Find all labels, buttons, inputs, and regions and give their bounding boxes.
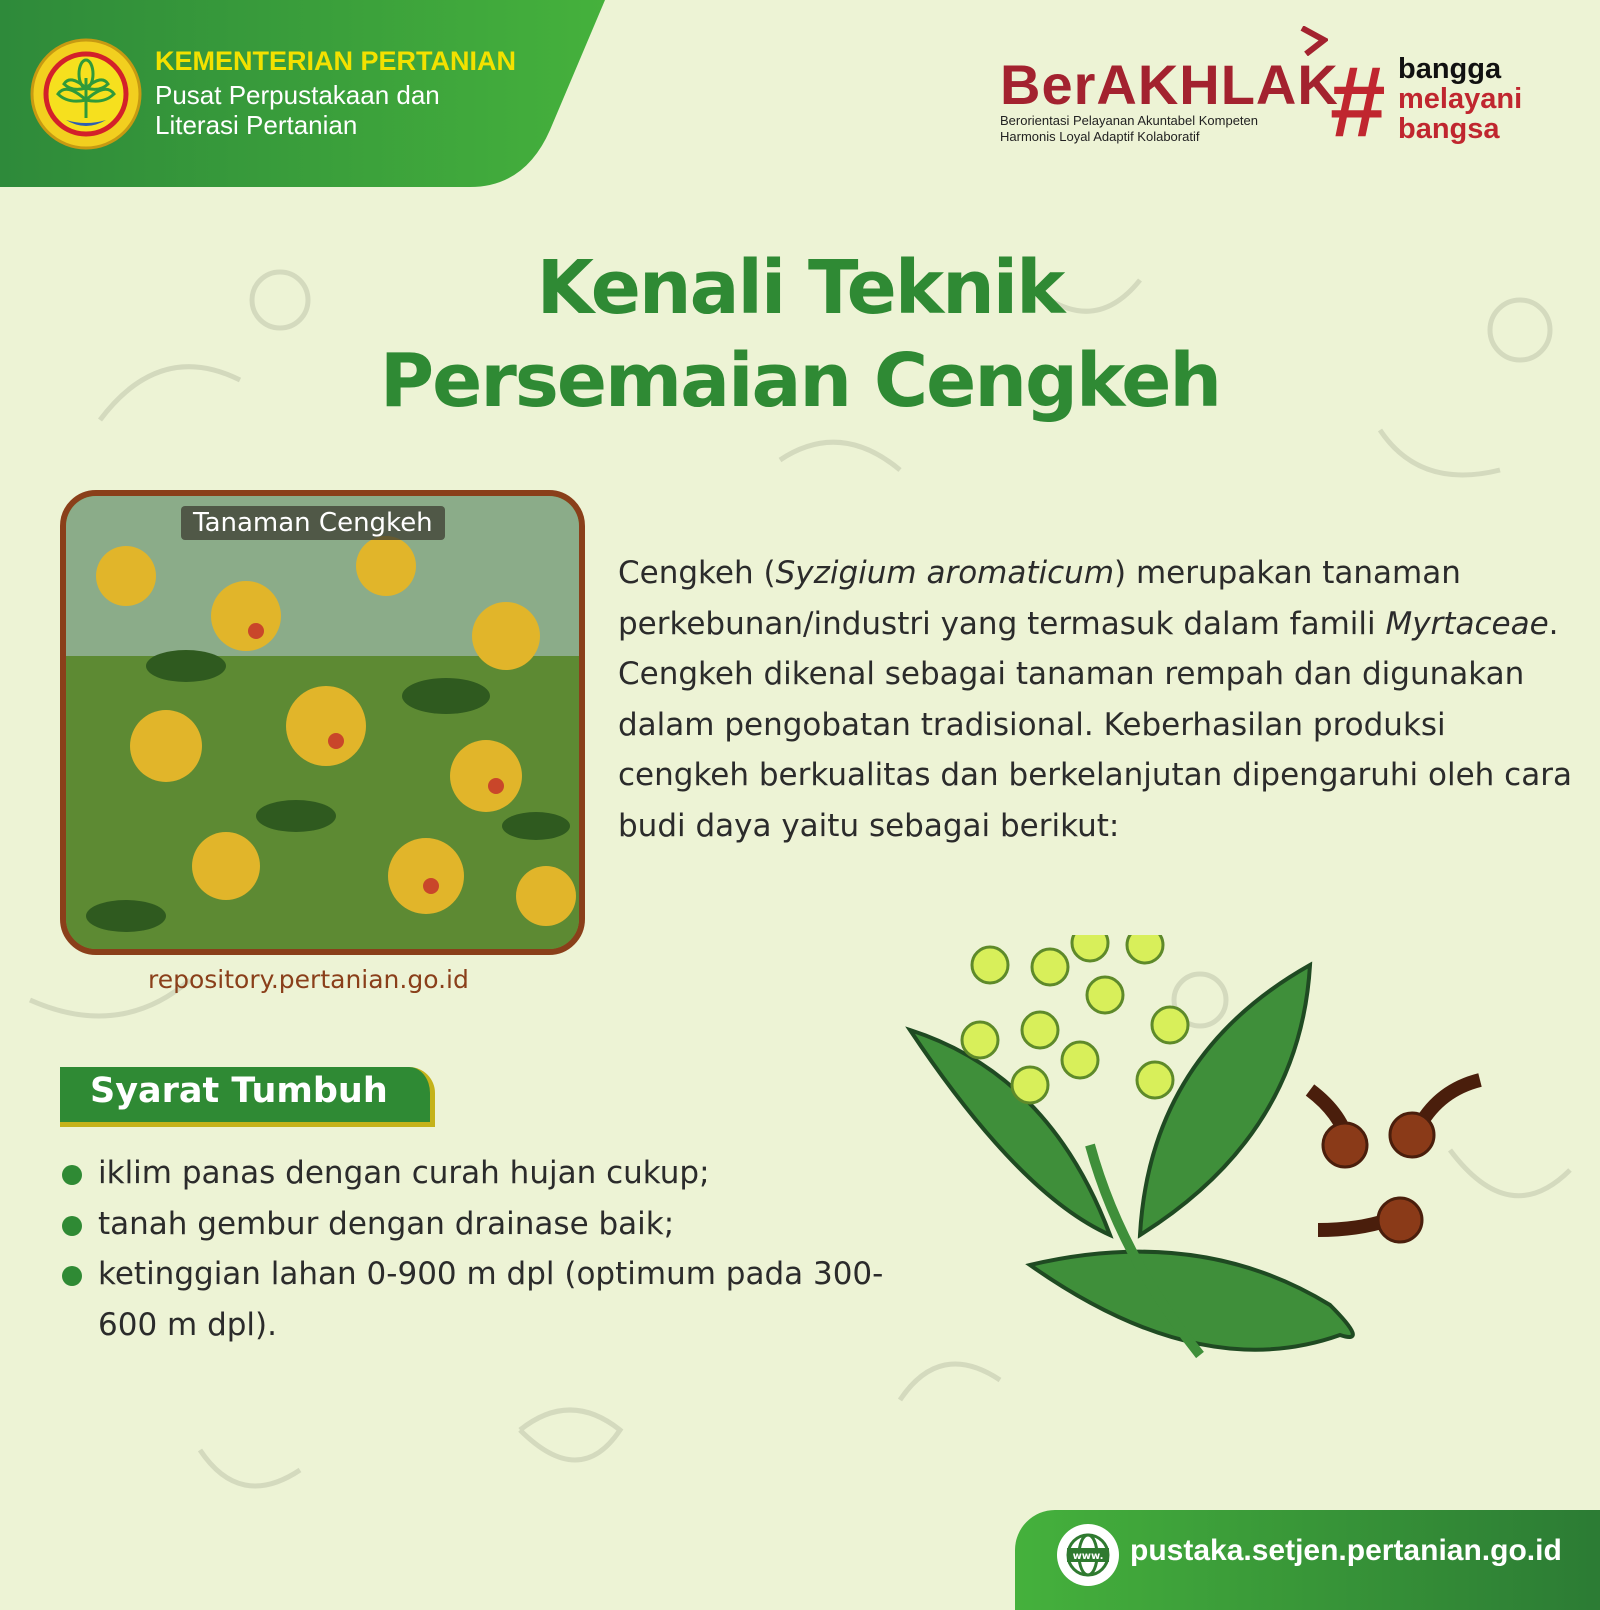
syarat-tumbuh-heading: Syarat Tumbuh — [60, 1067, 435, 1127]
photo-label: Tanaman Cengkeh — [181, 506, 445, 540]
berakhlak-logo: BerAKHLAK — [1000, 53, 1339, 116]
title-line-1: Kenali Teknik — [536, 245, 1064, 331]
bullet-icon — [62, 1165, 82, 1185]
svg-text:www.: www. — [1072, 1551, 1104, 1562]
hashtag-symbol: # — [1330, 46, 1386, 158]
bangga-line-1: bangga — [1398, 53, 1502, 85]
unit-name — [155, 80, 555, 140]
tagline-line-1: Berorientasi Pelayanan Akuntabel Kompeten — [1000, 113, 1259, 128]
bullet-icon — [62, 1216, 82, 1236]
list-item-text: tanah gembur dengan drainase baik; — [98, 1205, 675, 1242]
unit-line-1: Pusat Perpustakaan dan — [155, 80, 440, 110]
desc-text-1: Cengkeh ( — [618, 555, 776, 591]
list-item-text: iklim panas dengan curah hujan cukup; — [98, 1155, 710, 1191]
list-item — [60, 1199, 900, 1250]
list-item — [60, 1249, 900, 1350]
ministry-name: KEMENTERIAN PERTANIAN — [155, 46, 517, 76]
www-globe-icon — [1057, 1524, 1119, 1586]
photo-credit: repository.pertanian.go.id — [148, 965, 469, 994]
clove-plant-photo — [60, 490, 585, 955]
bullet-icon — [62, 1266, 82, 1286]
desc-text-2: ) merupakan tanaman perkebunan/industri yang termasuk dalam famili — [618, 555, 1461, 642]
berakhlak-tagline — [1000, 113, 1320, 145]
title-line-2: Persemaian Cengkeh — [379, 338, 1221, 424]
website-link[interactable]: pustaka.setjen.pertanian.go.id — [1130, 1534, 1562, 1567]
family-name: Myrtaceae — [1385, 605, 1549, 642]
clove-plant-image — [66, 496, 585, 955]
bangga-line-2: melayani — [1398, 83, 1523, 115]
description-paragraph — [618, 548, 1578, 851]
berakhlak-chevron-icon — [1298, 26, 1328, 56]
clove-illustration — [900, 935, 1520, 1415]
desc-text-3: . Cengkeh dikenal sebagai tanaman rempah dan digunakan dalam pengobatan tradisional. Keberhasilan produksi cengkeh berkualitas dan berkelanjutan dipengaruhi oleh cara budi daya yaitu sebagai berikut: — [618, 605, 1572, 844]
bangga-line-3: bangsa — [1398, 113, 1500, 145]
tagline-line-2: Harmonis Loyal Adaptif Kolaboratif — [1000, 129, 1200, 144]
bangga-melayani-bangsa-logo — [1398, 54, 1522, 144]
ministry-logo — [30, 38, 142, 150]
unit-line-2: Literasi Pertanian — [155, 110, 358, 140]
species-name: Syzigium aromaticum — [775, 555, 1115, 591]
syarat-tumbuh-list — [60, 1148, 900, 1350]
list-item — [60, 1148, 900, 1199]
footer-banner — [1015, 1510, 1600, 1610]
list-item-text: ketinggian lahan 0-900 m dpl (optimum pada 300-600 m dpl). — [98, 1256, 884, 1343]
